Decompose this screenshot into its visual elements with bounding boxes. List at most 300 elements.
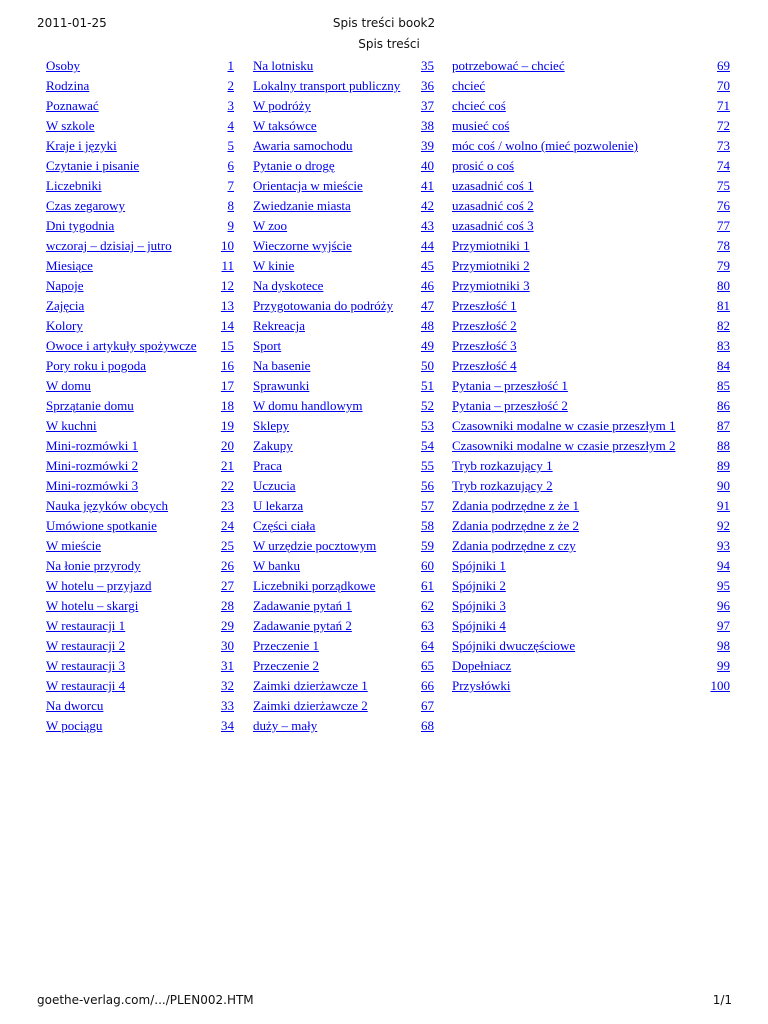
toc-entry-page-link[interactable]: 58: [421, 518, 434, 533]
toc-entry-page-link[interactable]: 83: [717, 338, 730, 353]
toc-entry: [46, 396, 234, 416]
toc-entry: [452, 516, 730, 536]
toc-entry: [46, 96, 234, 116]
toc-entry: [46, 476, 234, 496]
toc-entry-link[interactable]: Uczucia: [253, 478, 296, 493]
toc-entry: [452, 556, 730, 576]
toc-entry-page-link[interactable]: 23: [221, 498, 234, 513]
toc-entry-page-link[interactable]: 79: [717, 258, 730, 273]
toc-entry-link[interactable]: Na dyskotece: [253, 278, 324, 293]
toc-entry-link[interactable]: Tryb rozkazujący 1: [452, 458, 553, 473]
toc-column-2: [253, 56, 434, 736]
toc-entry-link[interactable]: Liczebniki porządkowe: [253, 578, 376, 593]
toc-entry: [46, 256, 234, 276]
toc-entry: [253, 616, 434, 636]
toc-entry-link[interactable]: Przymiotniki 2: [452, 258, 530, 273]
toc-entry-link[interactable]: Przeszłość 1: [452, 298, 517, 313]
toc-entry-page-link[interactable]: 37: [421, 98, 434, 113]
toc-entry-link[interactable]: Zadawanie pytań 1: [253, 598, 352, 613]
toc-entry-link[interactable]: W pociągu: [46, 718, 103, 733]
toc-entry-page-link[interactable]: 12: [221, 278, 234, 293]
toc-entry-page-link[interactable]: 90: [717, 478, 730, 493]
toc-entry-page-link[interactable]: 34: [221, 718, 234, 733]
toc-entry: [253, 56, 434, 76]
toc-entry-page-link[interactable]: 2: [227, 78, 234, 93]
toc-entry: [253, 396, 434, 416]
toc-entry: [46, 556, 234, 576]
toc-entry-link[interactable]: duży – mały: [253, 718, 318, 733]
toc-entry: [452, 176, 730, 196]
toc-entry-link[interactable]: W zoo: [253, 218, 288, 233]
toc-entry-link[interactable]: uzasadnić coś 1: [452, 178, 534, 193]
toc-entry: [452, 476, 730, 496]
toc-entry-page-link[interactable]: 89: [717, 458, 730, 473]
toc-entry-link[interactable]: Pory roku i pogoda: [46, 358, 147, 373]
toc-entry-page-link[interactable]: 42: [421, 198, 434, 213]
toc-entry-page-link[interactable]: 19: [221, 418, 234, 433]
toc-entry-link[interactable]: Dopełniacz: [452, 658, 512, 673]
toc-entry-page-link[interactable]: 22: [221, 478, 234, 493]
toc-entry-page-link[interactable]: 55: [421, 458, 434, 473]
toc-entry: [452, 536, 730, 556]
toc-entry-link[interactable]: Kraje i języki: [46, 138, 117, 153]
toc-entry-link[interactable]: Sprawunki: [253, 378, 310, 393]
toc-entry-page-link[interactable]: 68: [421, 718, 434, 733]
toc-entry-page-link[interactable]: 88: [717, 438, 730, 453]
toc-entry-page-link[interactable]: 29: [221, 618, 234, 633]
toc-entry-link[interactable]: Na basenie: [253, 358, 311, 373]
toc-entry-page-link[interactable]: 98: [717, 638, 730, 653]
toc-entry-page-link[interactable]: 54: [421, 438, 434, 453]
toc-entry-link[interactable]: W podróży: [253, 98, 311, 113]
toc-entry-link[interactable]: W hotelu – przyjazd: [46, 578, 152, 593]
toc-entry: [253, 496, 434, 516]
toc-entry-page-link[interactable]: 7: [227, 178, 234, 193]
toc-entry-page-link[interactable]: 43: [421, 218, 434, 233]
toc-entry: [46, 416, 234, 436]
toc-entry-page-link[interactable]: 36: [421, 78, 434, 93]
toc-entry-page-link[interactable]: 5: [227, 138, 234, 153]
toc-entry-page-link[interactable]: 13: [221, 298, 234, 313]
toc-entry: [46, 496, 234, 516]
toc-entry-page-link[interactable]: 14: [221, 318, 234, 333]
toc-entry-link[interactable]: Zadawanie pytań 2: [253, 618, 352, 633]
toc-entry-page-link[interactable]: 81: [717, 298, 730, 313]
toc-entry-page-link[interactable]: 74: [717, 158, 730, 173]
toc-entry-page-link[interactable]: 50: [421, 358, 434, 373]
toc-entry-link[interactable]: Spójniki dwuczęściowe: [452, 638, 576, 653]
toc-entry: [452, 616, 730, 636]
toc-entry-link[interactable]: Owoce i artykuły spożywcze: [46, 338, 197, 353]
toc-entry-page-link[interactable]: 75: [717, 178, 730, 193]
toc-entry-link[interactable]: Przeszłość 2: [452, 318, 517, 333]
toc-entry: [46, 136, 234, 156]
toc-entry: [46, 596, 234, 616]
toc-entry-link[interactable]: Pytanie o drogę: [253, 158, 335, 173]
toc-entry-page-link[interactable]: 91: [717, 498, 730, 513]
toc-entry-page-link[interactable]: 45: [421, 258, 434, 273]
toc-entry-link[interactable]: Przeszłość 3: [452, 338, 517, 353]
toc-entry: [253, 536, 434, 556]
toc-entry-page-link[interactable]: 56: [421, 478, 434, 493]
toc-entry: [452, 636, 730, 656]
toc-entry-link[interactable]: Na lotnisku: [253, 58, 314, 73]
toc-entry-link[interactable]: chcieć: [452, 78, 486, 93]
toc-entry-link[interactable]: W urzędzie pocztowym: [253, 538, 377, 553]
toc-column-1: [46, 56, 234, 736]
toc-entry-page-link[interactable]: 20: [221, 438, 234, 453]
toc-entry: [452, 76, 730, 96]
toc-entry: [253, 356, 434, 376]
header-date: 2011-01-25: [37, 16, 107, 30]
toc-entry-page-link[interactable]: 35: [421, 58, 434, 73]
toc-entry: [46, 196, 234, 216]
toc-entry: [253, 416, 434, 436]
toc-entry: [452, 356, 730, 376]
toc-entry-link[interactable]: Zdania podrzędne z że 2: [452, 518, 580, 533]
toc-entry-page-link[interactable]: 44: [421, 238, 434, 253]
toc-entry-page-link[interactable]: 71: [717, 98, 730, 113]
toc-entry-page-link[interactable]: 28: [221, 598, 234, 613]
toc-entry: [452, 296, 730, 316]
toc-entry: [253, 636, 434, 656]
toc-entry-link[interactable]: W domu: [46, 378, 91, 393]
toc-entry-link[interactable]: wczoraj – dzisiaj – jutro: [46, 238, 172, 253]
toc-entry: [452, 216, 730, 236]
toc-entry-link[interactable]: Czas zegarowy: [46, 198, 126, 213]
toc-entry-page-link[interactable]: 86: [717, 398, 730, 413]
toc-entry-link[interactable]: Zajęcia: [46, 298, 85, 313]
toc-entry-link[interactable]: W szkole: [46, 118, 95, 133]
toc-entry-link[interactable]: Osoby: [46, 58, 80, 73]
toc-entry-link[interactable]: Orientacja w mieście: [253, 178, 363, 193]
toc-entry: [452, 676, 730, 696]
toc-entry-page-link[interactable]: 70: [717, 78, 730, 93]
toc-entry-page-link[interactable]: 87: [717, 418, 730, 433]
toc-entry: [46, 76, 234, 96]
footer-page-number: 1/1: [712, 993, 732, 1007]
toc-entry-page-link[interactable]: 40: [421, 158, 434, 173]
toc-entry-page-link[interactable]: 31: [221, 658, 234, 673]
toc-entry: [452, 136, 730, 156]
toc-entry-page-link[interactable]: 61: [421, 578, 434, 593]
toc-entry-page-link[interactable]: 30: [221, 638, 234, 653]
toc-entry-page-link[interactable]: 51: [421, 378, 434, 393]
toc-entry-link[interactable]: Czytanie i pisanie: [46, 158, 140, 173]
toc-entry-page-link[interactable]: 78: [717, 238, 730, 253]
toc-entry: [46, 456, 234, 476]
toc-entry-link[interactable]: Spójniki 4: [452, 618, 506, 633]
toc-entry-page-link[interactable]: 18: [221, 398, 234, 413]
toc-entry-page-link[interactable]: 53: [421, 418, 434, 433]
toc-entry-page-link[interactable]: 1: [227, 58, 234, 73]
toc-entry: [46, 276, 234, 296]
toc-entry-page-link[interactable]: 47: [421, 298, 434, 313]
toc-entry-page-link[interactable]: 76: [717, 198, 730, 213]
toc-entry-page-link[interactable]: 27: [221, 578, 234, 593]
toc-entry: [46, 216, 234, 236]
toc-entry-link[interactable]: Przeczenie 1: [253, 638, 320, 653]
toc-entry-link[interactable]: W mieście: [46, 538, 101, 553]
toc-entry: [46, 336, 234, 356]
toc-entry-page-link[interactable]: 72: [717, 118, 730, 133]
toc-entry-page-link[interactable]: 38: [421, 118, 434, 133]
toc-entry-page-link[interactable]: 99: [717, 658, 730, 673]
toc-entry-page-link[interactable]: 100: [710, 678, 730, 693]
toc-entry: [452, 456, 730, 476]
toc-entry-page-link[interactable]: 52: [421, 398, 434, 413]
toc-entry-link[interactable]: Lokalny transport publiczny: [253, 78, 401, 93]
toc-entry-link[interactable]: Spójniki 3: [452, 598, 506, 613]
toc-entry: [46, 656, 234, 676]
toc-entry-link[interactable]: Pytania – przeszłość 2: [452, 398, 568, 413]
toc-entry-link[interactable]: W kinie: [253, 258, 295, 273]
toc-entry: [46, 716, 234, 736]
toc-entry-page-link[interactable]: 49: [421, 338, 434, 353]
toc-entry-link[interactable]: W restauracji 1: [46, 618, 126, 633]
toc-entry-page-link[interactable]: 73: [717, 138, 730, 153]
toc-entry-link[interactable]: Sport: [253, 338, 282, 353]
toc-entry-link[interactable]: W restauracji 4: [46, 678, 126, 693]
toc-entry-page-link[interactable]: 65: [421, 658, 434, 673]
toc-entry-link[interactable]: Pytania – przeszłość 1: [452, 378, 568, 393]
toc-entry-link[interactable]: Zaimki dzierżawcze 1: [253, 678, 368, 693]
toc-entry-page-link[interactable]: 11: [221, 258, 234, 273]
toc-entry-link[interactable]: Tryb rozkazujący 2: [452, 478, 553, 493]
toc-entry-link[interactable]: uzasadnić coś 2: [452, 198, 534, 213]
toc-entry-page-link[interactable]: 85: [717, 378, 730, 393]
toc-entry-link[interactable]: W hotelu – skargi: [46, 598, 139, 613]
toc-entry: [253, 576, 434, 596]
toc-entry-page-link[interactable]: 84: [717, 358, 730, 373]
toc-entry-link[interactable]: Na dworcu: [46, 698, 104, 713]
toc-entry-link[interactable]: prosić o coś: [452, 158, 515, 173]
toc-entry: [46, 56, 234, 76]
toc-entry-link[interactable]: Przeszłość 4: [452, 358, 517, 373]
toc-entry: [452, 256, 730, 276]
toc-entry-link[interactable]: potrzebować – chcieć: [452, 58, 565, 73]
toc-entry: [452, 316, 730, 336]
toc-entry: [46, 536, 234, 556]
toc-entry: [253, 156, 434, 176]
toc-entry-page-link[interactable]: 39: [421, 138, 434, 153]
toc-entry: [253, 336, 434, 356]
toc-entry: [46, 356, 234, 376]
toc-entry-page-link[interactable]: 6: [227, 158, 234, 173]
toc-entry-page-link[interactable]: 97: [717, 618, 730, 633]
toc-entry: [452, 416, 730, 436]
toc-entry: [452, 396, 730, 416]
toc-entry-link[interactable]: Mini-rozmówki 1: [46, 438, 139, 453]
toc-entry-link[interactable]: W domu handlowym: [253, 398, 363, 413]
toc-entry-page-link[interactable]: 60: [421, 558, 434, 573]
toc-entry-link[interactable]: Przygotowania do podróży: [253, 298, 394, 313]
toc-entry-link[interactable]: Rodzina: [46, 78, 90, 93]
toc-entry: [452, 196, 730, 216]
toc-entry-link[interactable]: Przymiotniki 3: [452, 278, 530, 293]
toc-entry: [452, 56, 730, 76]
toc-entry-page-link[interactable]: 32: [221, 678, 234, 693]
toc-entry-link[interactable]: Awaria samochodu: [253, 138, 353, 153]
toc-entry: [253, 136, 434, 156]
toc-entry: [452, 276, 730, 296]
toc-entry-link[interactable]: Zdania podrzędne z czy: [452, 538, 576, 553]
toc-entry-link[interactable]: W banku: [253, 558, 301, 573]
toc-entry: [253, 516, 434, 536]
toc-entry-page-link[interactable]: 62: [421, 598, 434, 613]
toc-entry-page-link[interactable]: 48: [421, 318, 434, 333]
toc-entry: [46, 436, 234, 456]
toc-entry-link[interactable]: Wieczorne wyjście: [253, 238, 352, 253]
toc-entry: [452, 336, 730, 356]
toc-entry-page-link[interactable]: 57: [421, 498, 434, 513]
toc-entry-page-link[interactable]: 9: [227, 218, 234, 233]
toc-entry: [253, 116, 434, 136]
toc-entry-link[interactable]: Części ciała: [253, 518, 316, 533]
toc-entry: [46, 616, 234, 636]
toc-entry-page-link[interactable]: 16: [221, 358, 234, 373]
toc-entry-page-link[interactable]: 82: [717, 318, 730, 333]
toc-entry: [46, 516, 234, 536]
toc-entry-link[interactable]: W kuchni: [46, 418, 97, 433]
toc-entry-link[interactable]: Czasowniki modalne w czasie przeszłym 2: [452, 438, 676, 453]
toc-entry: [452, 596, 730, 616]
toc-entry-page-link[interactable]: 93: [717, 538, 730, 553]
toc-entry: [253, 436, 434, 456]
toc-entry: [253, 176, 434, 196]
toc-entry-page-link[interactable]: 33: [221, 698, 234, 713]
toc-entry-page-link[interactable]: 96: [717, 598, 730, 613]
toc-entry: [46, 636, 234, 656]
toc-entry-page-link[interactable]: 64: [421, 638, 434, 653]
toc-entry-page-link[interactable]: 66: [421, 678, 434, 693]
toc-entry: [452, 656, 730, 676]
toc-entry-link[interactable]: Spójniki 2: [452, 578, 506, 593]
toc-entry: [452, 496, 730, 516]
toc-entry-link[interactable]: Przysłówki: [452, 678, 511, 693]
toc-entry: [46, 316, 234, 336]
toc-entry-page-link[interactable]: 17: [221, 378, 234, 393]
toc-entry: [452, 436, 730, 456]
toc-entry-page-link[interactable]: 41: [421, 178, 434, 193]
toc-entry-page-link[interactable]: 46: [421, 278, 434, 293]
toc-entry-link[interactable]: Rekreacja: [253, 318, 305, 333]
toc-entry-link[interactable]: U lekarza: [253, 498, 304, 513]
toc-entry-page-link[interactable]: 95: [717, 578, 730, 593]
toc-entry-page-link[interactable]: 94: [717, 558, 730, 573]
toc-entry: [452, 576, 730, 596]
toc-entry-link[interactable]: Na łonie przyrody: [46, 558, 141, 573]
toc-entry-link[interactable]: Kolory: [46, 318, 83, 333]
toc-entry-page-link[interactable]: 21: [221, 458, 234, 473]
toc-entry-link[interactable]: Mini-rozmówki 2: [46, 458, 139, 473]
toc-entry: [253, 216, 434, 236]
toc-entry-link[interactable]: W restauracji 3: [46, 658, 126, 673]
toc-entry-link[interactable]: Zaimki dzierżawcze 2: [253, 698, 368, 713]
toc-entry: [253, 456, 434, 476]
toc-entry-link[interactable]: Mini-rozmówki 3: [46, 478, 139, 493]
toc-entry: [452, 236, 730, 256]
toc-entry: [452, 116, 730, 136]
toc-entry: [46, 576, 234, 596]
toc-entry-link[interactable]: móc coś / wolno (mieć pozwolenie): [452, 138, 638, 153]
toc-entry-link[interactable]: Sklepy: [253, 418, 290, 433]
toc-entry-link[interactable]: Zdania podrzędne z że 1: [452, 498, 580, 513]
toc-entry-page-link[interactable]: 92: [717, 518, 730, 533]
toc-entry-link[interactable]: Spójniki 1: [452, 558, 506, 573]
toc-entry: [253, 236, 434, 256]
toc-entry: [253, 676, 434, 696]
toc-entry: [452, 376, 730, 396]
toc-entry-link[interactable]: W restauracji 2: [46, 638, 126, 653]
toc-entry-link[interactable]: Poznawać: [46, 98, 99, 113]
toc-entry-link[interactable]: Umówione spotkanie: [46, 518, 157, 533]
toc-entry: [253, 596, 434, 616]
toc-entry: [253, 376, 434, 396]
toc-entry: [452, 96, 730, 116]
toc-entry: [46, 376, 234, 396]
toc-entry-link[interactable]: Liczebniki: [46, 178, 102, 193]
toc-entry: [253, 716, 434, 736]
toc-entry: [46, 116, 234, 136]
toc-entry-page-link[interactable]: 63: [421, 618, 434, 633]
footer-url: goethe-verlag.com/.../PLEN002.HTM: [37, 993, 254, 1007]
toc-entry-page-link[interactable]: 25: [221, 538, 234, 553]
toc-entry-page-link[interactable]: 3: [227, 98, 234, 113]
toc-entry-link[interactable]: Dni tygodnia: [46, 218, 115, 233]
toc-entry-page-link[interactable]: 8: [227, 198, 234, 213]
toc-entry-page-link[interactable]: 80: [717, 278, 730, 293]
toc-entry-page-link[interactable]: 4: [227, 118, 234, 133]
toc-entry-link[interactable]: uzasadnić coś 3: [452, 218, 534, 233]
page-heading: Spis treści: [358, 37, 420, 51]
toc-entry-link[interactable]: W taksówce: [253, 118, 317, 133]
toc-entry: [46, 296, 234, 316]
toc-entry: [253, 76, 434, 96]
toc-entry-page-link[interactable]: 10: [221, 238, 234, 253]
toc-entry-link[interactable]: Nauka języków obcych: [46, 498, 169, 513]
toc-entry-link[interactable]: Praca: [253, 458, 282, 473]
toc-entry-page-link[interactable]: 24: [221, 518, 234, 533]
toc-entry: [46, 696, 234, 716]
toc-entry-link[interactable]: chcieć coś: [452, 98, 506, 113]
toc-entry-link[interactable]: Czasowniki modalne w czasie przeszłym 1: [452, 418, 676, 433]
toc-entry-link[interactable]: Sprzątanie domu: [46, 398, 134, 413]
toc-entry-link[interactable]: Zakupy: [253, 438, 293, 453]
toc-entry-page-link[interactable]: 67: [421, 698, 434, 713]
toc-column-3: [452, 56, 730, 696]
toc-entry-page-link[interactable]: 69: [717, 58, 730, 73]
toc-entry: [46, 156, 234, 176]
toc-entry: [253, 256, 434, 276]
toc-entry: [253, 296, 434, 316]
toc-entry-link[interactable]: Zwiedzanie miasta: [253, 198, 351, 213]
toc-entry-page-link[interactable]: 77: [717, 218, 730, 233]
toc-entry-page-link[interactable]: 15: [221, 338, 234, 353]
toc-entry: [46, 236, 234, 256]
toc-entry-link[interactable]: Napoje: [46, 278, 84, 293]
toc-entry: [253, 316, 434, 336]
toc-entry-link[interactable]: Przeczenie 2: [253, 658, 320, 673]
toc-entry-link[interactable]: Przymiotniki 1: [452, 238, 530, 253]
toc-entry: [253, 696, 434, 716]
toc-entry-page-link[interactable]: 26: [221, 558, 234, 573]
toc-entry: [253, 276, 434, 296]
toc-entry-page-link[interactable]: 59: [421, 538, 434, 553]
header-title: Spis treści book2: [332, 16, 436, 30]
toc-entry-link[interactable]: musieć coś: [452, 118, 510, 133]
toc-entry-link[interactable]: Miesiące: [46, 258, 93, 273]
